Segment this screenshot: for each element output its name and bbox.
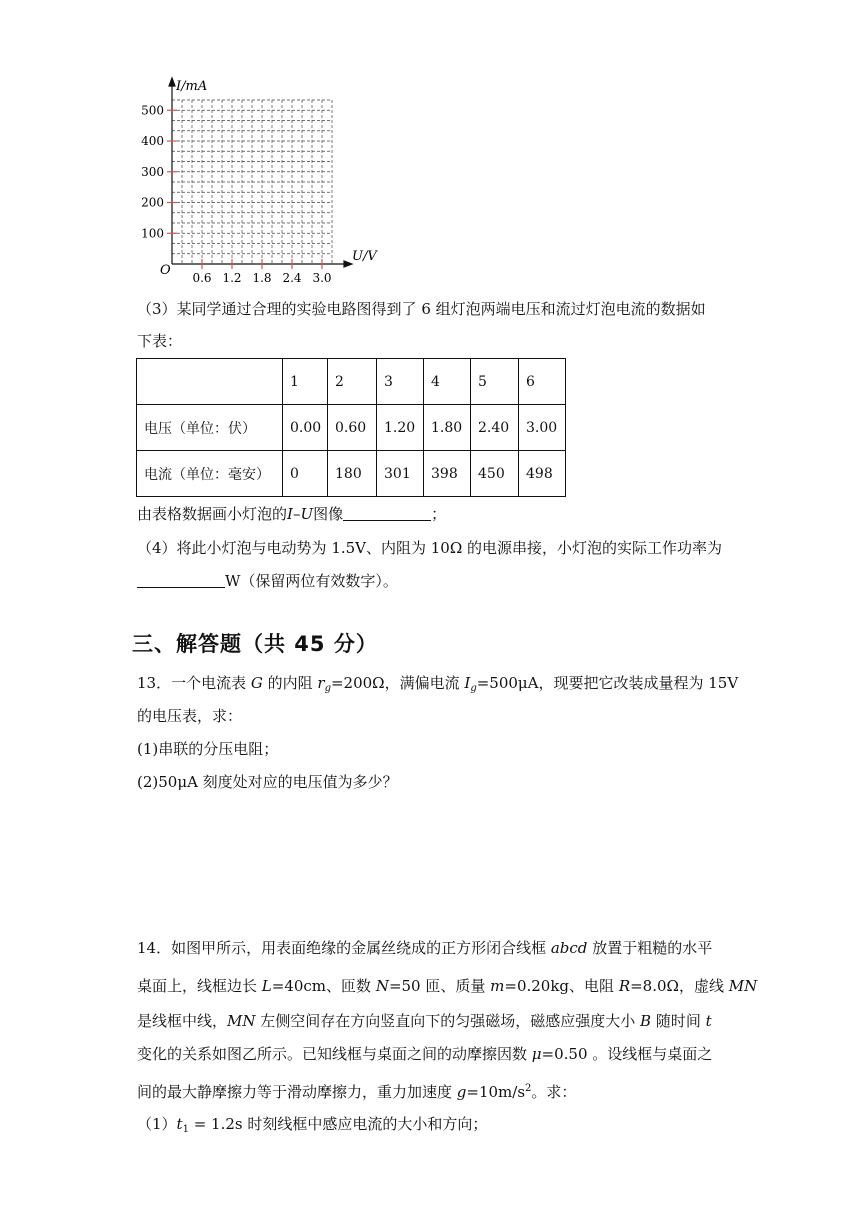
q14-line1: 14．如图甲所示，用表面绝缘的金属丝绕成的正方形闭合线框 abcd 放置于粗糙的水平 [137,939,713,957]
table-cell: 1.20 [377,405,424,451]
y-tick-label: 100 [141,226,164,241]
q14-line5: 间的最大静摩擦力等于滑动摩擦力，重力加速度 $g=10m/s^2$。求： [137,1083,577,1101]
q13-line1: 13．一个电流表 G 的内阻 $r_g=200\Omega$，满偏电流 $I_g=500\mu A$，现要把它改装成量程为 15V [137,674,739,694]
answer-blank[interactable] [137,573,225,588]
table-cell: 6 [519,359,566,405]
table-cell: 3.00 [519,405,566,451]
y-axis-label: I/mA [176,79,208,94]
answer-blank[interactable] [343,506,431,521]
graph-axes [169,78,352,267]
q14-line6: $(1)t_1 = 1.2s$ 时刻线框中感应电流的大小和方向； [137,1115,488,1135]
q4-line1: （4）将此小灯泡与电动势为 1.5V、内阻为 10Ω 的电源串接，小灯泡的实际工作功率为 [137,539,723,557]
q14-line3: 是线框中线，MN 左侧空间存在方向竖直向下的匀强磁场，磁感应强度大小 B 随时间 t [137,1012,712,1030]
q3-line1: （3）某同学通过合理的实验电路图得到了 6 组灯泡两端电压和流过灯泡电流的数据如 [137,300,706,318]
table-cell: 0.00 [283,405,328,451]
graph-ticks [167,110,322,269]
y-tick-label: 400 [141,134,164,148]
section-heading: 三、解答题（共 45 分） [132,632,378,656]
y-tick-label: 200 [141,195,164,210]
table-cell: 3 [377,359,424,405]
y-axis-arrow [169,78,175,86]
q13-line3: (1)串联的分压电阻； [137,740,279,758]
q3-line2: 下表： [137,332,183,350]
table-cell: 4 [424,359,471,405]
x-tick-label: 1.2 [222,271,242,282]
table-cell: 398 [424,451,471,497]
x-tick-label: 3.0 [312,271,332,282]
x-tick-label: 1.8 [252,271,272,282]
x-tick-label: 2.4 [282,271,302,282]
graph-grid [172,100,332,264]
table-cell [137,359,283,405]
table-cell: 1 [283,359,328,405]
x-axis-label: U/V [352,249,377,264]
table-cell: 0.60 [328,405,377,451]
table-cell: 180 [328,451,377,497]
table-cell: 450 [471,451,519,497]
q13-line4: (2)50μA 刻度处对应的电压值为多少？ [137,773,398,791]
table-cell: 5 [471,359,519,405]
table-cell: 498 [519,451,566,497]
x-tick-label: 0.6 [192,271,212,282]
iu-graph [140,72,390,282]
table-cell: 2 [328,359,377,405]
table-cell: 301 [377,451,424,497]
table-cell: 1.80 [424,405,471,451]
table-row [137,405,566,451]
y-tick-label: 300 [141,164,164,179]
q4-line2: W（保留两位有效数字）。 [137,570,398,592]
table-cell: 电压（单位：伏） [137,405,283,451]
q14-line2: 桌面上，线框边长 L=40cm、匝数 N=50 匝、质量 m=0.20kg、电阻 R=8.0Ω，虚线 MN [137,977,758,995]
table-row [137,451,566,497]
y-tick-label: 500 [141,103,164,118]
table-row [137,359,566,405]
x-axis-arrow [344,261,352,267]
origin-label: O [160,263,171,278]
iu-graph-prompt: 由表格数据画小灯泡的I–U图像 ； [137,505,447,523]
q14-line4: 变化的关系如图乙所示。已知线框与桌面之间的动摩擦因数 μ=0.50 。设线框与桌面之 [137,1045,713,1063]
table-cell: 电流（单位：毫安） [137,451,283,497]
table-cell: 2.40 [471,405,519,451]
data-table [136,358,566,497]
table-cell: 0 [283,451,328,497]
q13-line2: 的电压表，求： [137,707,243,725]
